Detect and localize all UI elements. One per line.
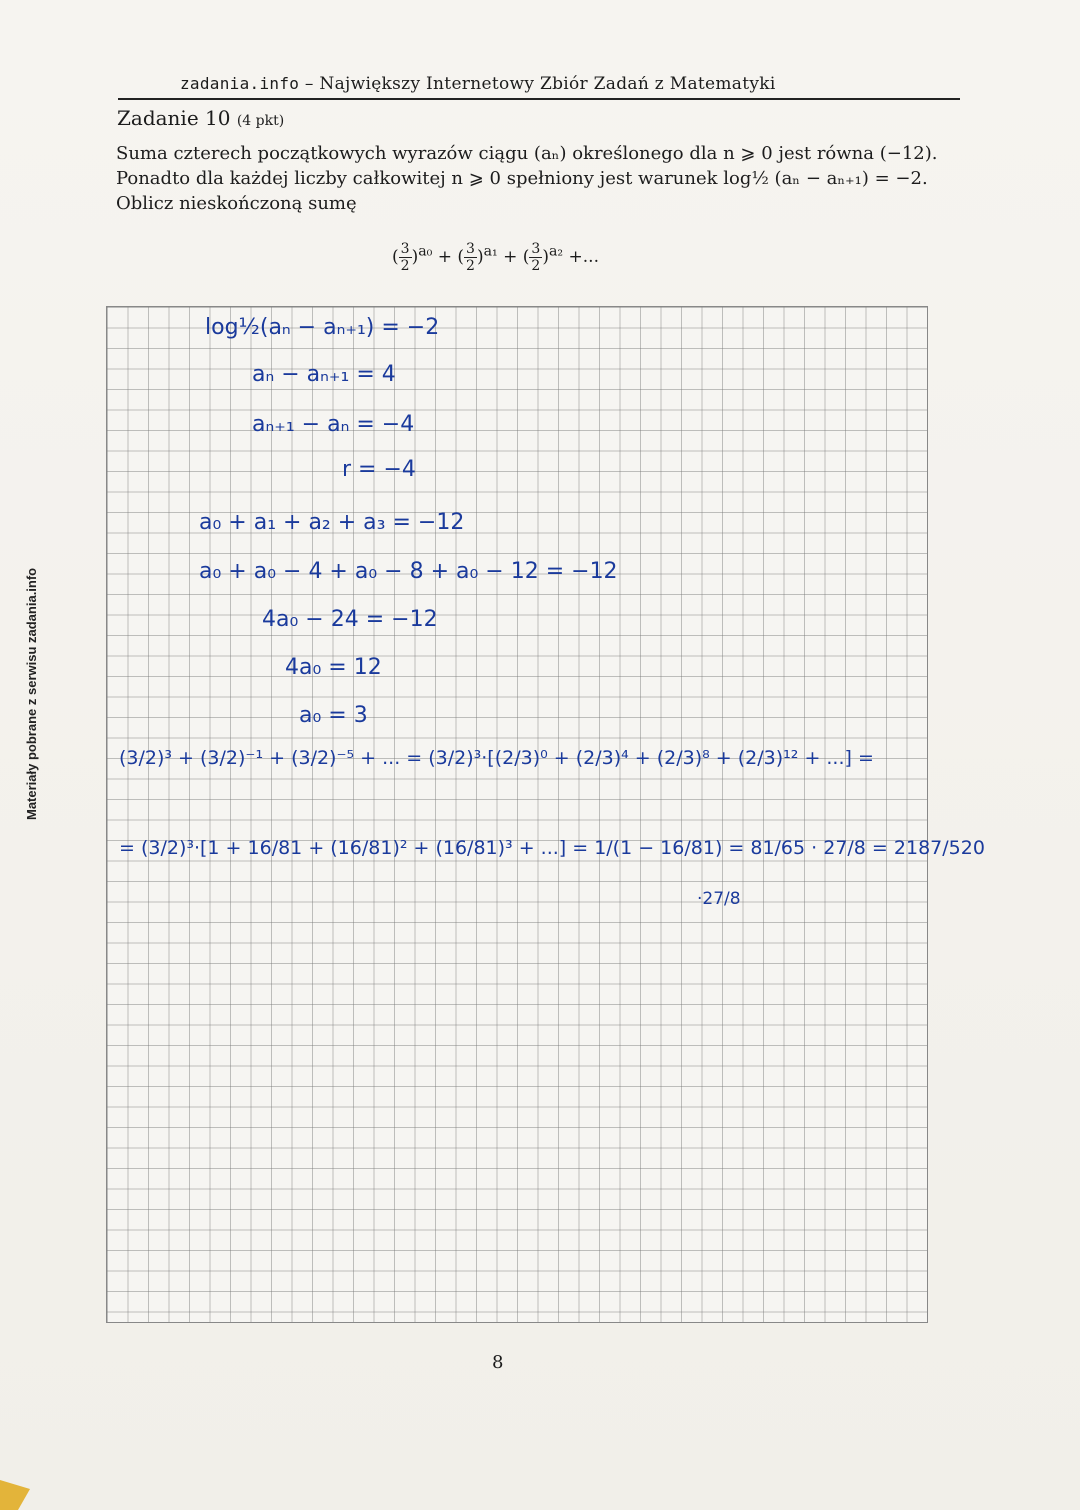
source-note: Materiały pobrane z serwisu zadania.info	[24, 567, 39, 820]
site-subtitle: – Największy Internetowy Zbiór Zadań z Matematyki	[304, 74, 776, 94]
series-term-2: ( $\frac{3}{2}$ )$^{a_1}$	[457, 241, 498, 274]
squared-paper	[106, 306, 985, 1323]
site-name: zadania.info	[180, 74, 300, 93]
binder-clip-corner	[0, 1480, 30, 1510]
hw-log-equation: log½(aₙ − aₙ₊₁) = −2	[205, 315, 440, 340]
page-number: 8	[492, 1352, 504, 1373]
series-term-3: ( $\frac{3}{2}$ )$^{a_2}$	[522, 241, 564, 274]
series-ellipsis: +...	[568, 247, 599, 267]
hw-multiplier-note: ·27/8	[697, 889, 741, 909]
header-divider	[118, 98, 960, 100]
hw-substitution: a₀ + a₀ − 4 + a₀ − 8 + a₀ − 12 = −12	[199, 559, 618, 584]
hw-first-term: a₀ = 3	[299, 703, 368, 728]
hw-simplified: 4a₀ − 24 = −12	[262, 607, 438, 632]
statement-line-3: Oblicz nieskończoną sumę	[116, 193, 357, 214]
infinite-series	[392, 241, 599, 274]
task-statement	[116, 141, 966, 216]
statement-line-2: Ponadto dla każdej liczby całkowitej n ⩾ 0 spełniony jest warunek log½ (aₙ − aₙ₊₁) = −2.	[116, 168, 928, 189]
hw-difference: aₙ − aₙ₊₁ = 4	[252, 362, 396, 387]
hw-geometric-sum: = (3/2)³·[1 + 16/81 + (16/81)² + (16/81)³ + ...] = 1/(1 − 16/81) = 81/65 · 27/8 = 2187/520	[119, 837, 985, 859]
task-name: Zadanie 10	[117, 106, 231, 130]
hw-series-rewritten: (3/2)³ + (3/2)⁻¹ + (3/2)⁻⁵ + ... = (3/2)³·[(2/3)⁰ + (2/3)⁴ + (2/3)⁸ + (2/3)¹² + ...] =	[119, 747, 874, 769]
series-plus-1: +	[437, 247, 452, 267]
statement-line-1: Suma czterech początkowych wyrazów ciągu (aₙ) określonego dla n ⩾ 0 jest równa (−12).	[116, 143, 938, 164]
hw-four-a0: 4a₀ = 12	[285, 655, 382, 680]
hw-sum-four-terms: a₀ + a₁ + a₂ + a₃ = −12	[199, 510, 465, 535]
hw-common-difference: r = −4	[342, 457, 416, 482]
series-term-1: ( $\frac{3}{2}$ )$^{a_0}$	[392, 241, 433, 274]
series-plus-2: +	[503, 247, 518, 267]
hw-difference-reversed: aₙ₊₁ − aₙ = −4	[252, 412, 415, 437]
task-title	[117, 106, 284, 130]
page-header	[180, 74, 776, 94]
task-points: (4 pkt)	[236, 113, 285, 129]
